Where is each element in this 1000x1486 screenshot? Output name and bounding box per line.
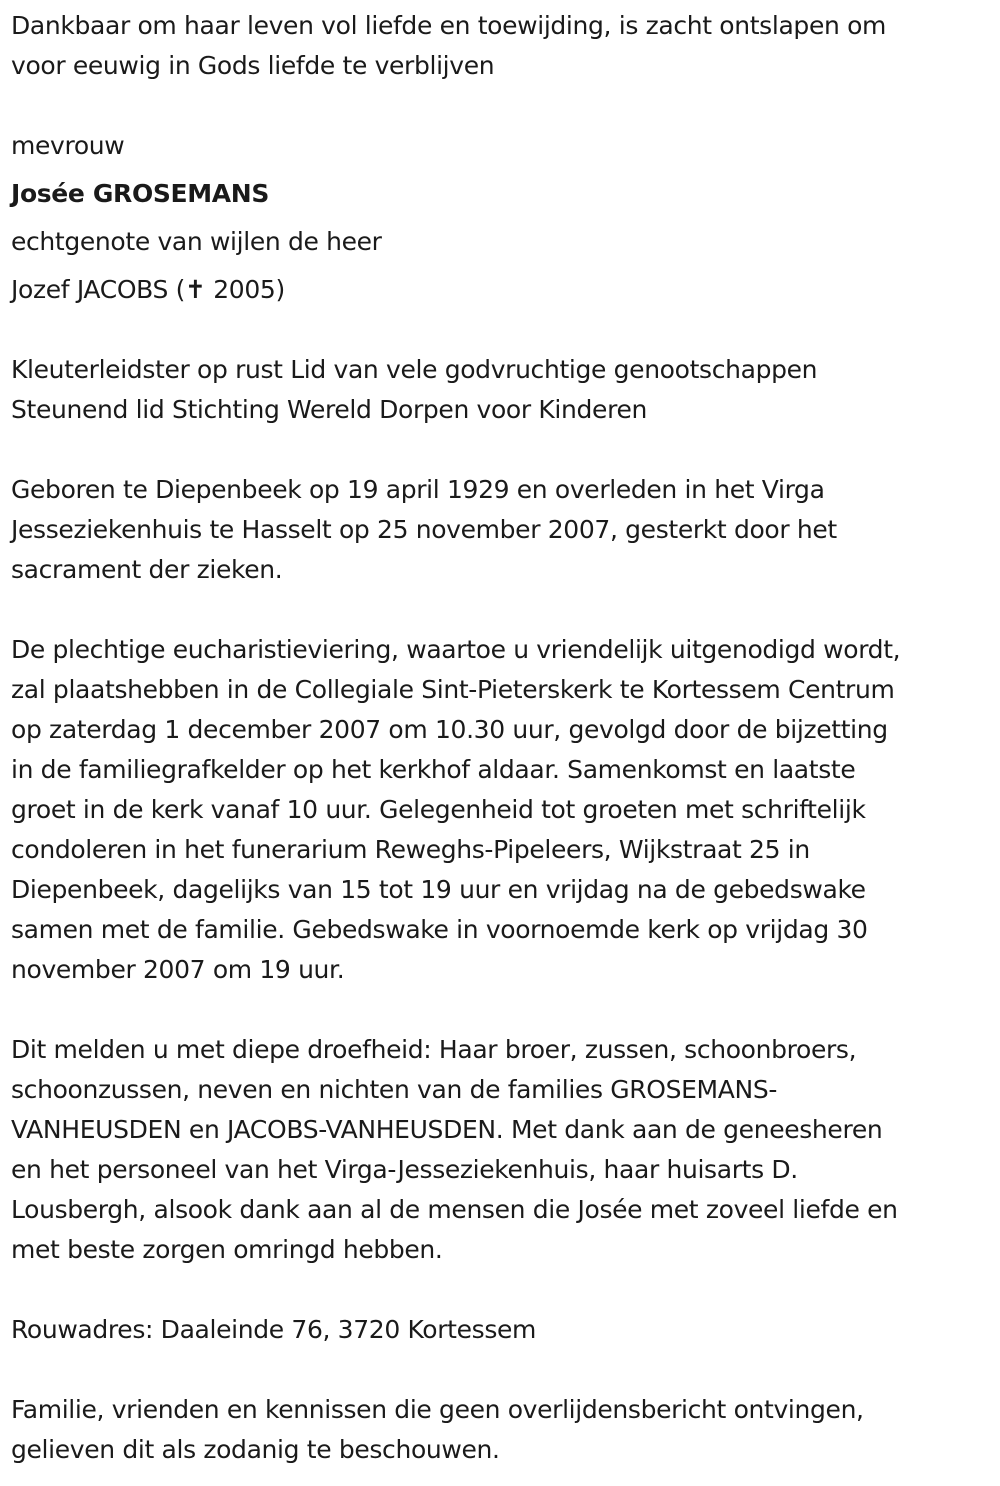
ceremony-line: op zaterdag 1 december 2007 om 10.30 uur, gevolgd door de bijzetting [11,715,888,744]
ceremony-line: zal plaatshebben in de Collegiale Sint-Pieterskerk te Kortessem Centrum [11,675,895,704]
spouse-name: Jozef JACOBS (✝ 2005) [11,275,285,304]
spacer [11,1350,988,1390]
spacer [11,310,988,350]
spacer [11,990,988,1030]
birth-death-line: Geboren te Diepenbeek op 19 april 1929 en overleden in het Virga [11,475,825,504]
title-prefix: mevrouw [11,131,125,160]
announcement-line: Lousbergh, alsook dank aan al de mensen die Josée met zoveel liefde en [11,1195,898,1224]
ceremony-paragraph [11,630,988,990]
birth-death-line: Jesseziekenhuis te Hasselt op 25 november 2007, gesterkt door het [11,515,837,544]
announcement-line: en het personeel van het Virga-Jesseziekenhuis, haar huisarts D. [11,1155,798,1184]
ceremony-line: in de familiegrafkelder op het kerkhof aldaar. Samenkomst en laatste [11,755,856,784]
ceremony-line: condoleren in het funerarium Reweghs-Pipeleers, Wijkstraat 25 in [11,835,810,864]
occupation-paragraph [11,350,988,430]
ceremony-line: groet in de kerk vanaf 10 uur. Gelegenheid tot groeten met schriftelijk [11,795,866,824]
mourning-address: Rouwadres: Daaleinde 76, 3720 Kortessem [11,1315,537,1344]
ceremony-line: De plechtige eucharistieviering, waartoe u vriendelijk uitgenodigd wordt, [11,635,901,664]
closing-line: Familie, vrienden en kennissen die geen overlijdensbericht ontvingen, [11,1395,864,1424]
occupation-line: Kleuterleidster op rust Lid van vele godvruchtige genootschappen [11,355,818,384]
intro-paragraph [11,6,988,86]
deceased-name: Josée GROSEMANS [11,179,269,208]
announcement-line: schoonzussen, neven en nichten van de families GROSEMANS- [11,1075,778,1104]
ceremony-line: Diepenbeek, dagelijks van 15 tot 19 uur en vrijdag na de gebedswake [11,875,866,904]
spacer [11,1270,988,1310]
birth-death-paragraph [11,470,988,590]
announcement-line: met beste zorgen omringd hebben. [11,1235,443,1264]
ceremony-line: november 2007 om 19 uur. [11,955,345,984]
announcement-line: VANHEUSDEN en JACOBS-VANHEUSDEN. Met dank aan de geneesheren [11,1115,883,1144]
closing-paragraph [11,1390,988,1470]
ceremony-line: samen met de familie. Gebedswake in voornoemde kerk op vrijdag 30 [11,915,868,944]
announcement-paragraph [11,1030,988,1270]
intro-line: Dankbaar om haar leven vol liefde en toewijding, is zacht ontslapen om [11,11,887,40]
occupation-line: Steunend lid Stichting Wereld Dorpen voor Kinderen [11,395,647,424]
birth-death-line: sacrament der zieken. [11,555,283,584]
closing-line: gelieven dit als zodanig te beschouwen. [11,1435,500,1464]
spacer [11,590,988,630]
announcement-line: Dit melden u met diepe droefheid: Haar broer, zussen, schoonbroers, [11,1035,857,1064]
spouse-prefix: echtgenote van wijlen de heer [11,227,382,256]
spacer [11,86,988,126]
intro-line: voor eeuwig in Gods liefde te verblijven [11,51,495,80]
spacer [11,430,988,470]
